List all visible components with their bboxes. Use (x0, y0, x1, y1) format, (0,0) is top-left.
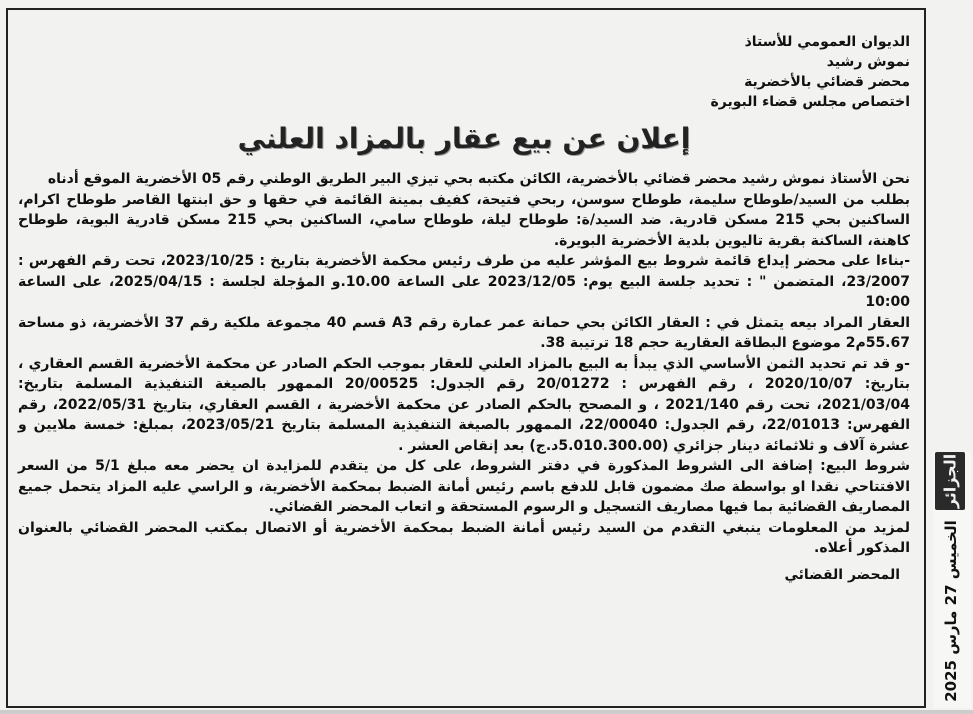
header-name: نموش رشيد (826, 54, 910, 70)
paragraph-conditions: شروط البيع: إضافة الى الشروط المذكورة في دفتر الشروط، على كل من يتقدم للمزايدة ان يحضر معه مبلغ 5/1 من السعر الافتتاحي نقدا او بواسطة صك مضمون قابل للدفع باسم رئيس أمانة الضبط بمحكمة الأخضرية، و الراسي عليه المزاد يتحمل جميع المصاريف القضائية بما فيها مصاريف التسجيل و الرسوم المستحقة و اتعاب المحضر القضائي. (18, 458, 910, 515)
paragraph-parties: بطلب من السيد/طوطاح سليمة، طوطاح سوسن، ربحي فتيحة، كفيف بمينة القائمة في حقها و حق ابنتها القاصر طوطاح اكرام، الساكنين بحي 215 مسكن قادرية. ضد السيد/ة: طوطاح ليلة، طوطاح سامي، الساكنين بحي 215 مسكن قادرية البوية، طوطاح كاهنة، الساكنة بقرية تاليوين بلدية الأخضرية البويرة. (18, 191, 910, 249)
notice-title: إعلان عن بيع عقار بالمزاد العلني (237, 122, 691, 155)
publication-date-text: الخميس 27 مارس 2025 (942, 520, 960, 702)
newspaper-logo-text: الجزائر (940, 453, 960, 509)
bottom-divider (0, 710, 973, 714)
signature: المحضر القضائي (784, 566, 900, 583)
paragraph-property: العقار المراد بيعه يتمثل في : العقار الكائن بحي حمانة عمر عمارة رقم A3 قسم 40 مجموعة ملكية رقم 37 الأخضرية، ذو مساحة 55.67م2 موضوع البطاقة العقارية حجم 18 ترتيبة 38. (18, 314, 911, 351)
legal-notice (6, 8, 926, 708)
publication-date (934, 516, 968, 706)
header-jurisdiction: اختصاص مجلس قضاء البويرة (710, 94, 910, 110)
header-office: الديوان العمومي للأستاذ (744, 34, 910, 50)
paragraph-sale-basis: -بناءا على محضر إيداع قائمة شروط بيع المؤشر عليه من طرف رئيس محكمة الأخضرية بتاريخ : 2023/10/25، تحت رقم الفهرس : 23/2007، المتضمن " : تحديد جلسة البيع يوم: 2023/12/05 على الساعة 10.00.و المؤجلة لجلسة : 2025/04/15، على الساعة 10:00 (18, 253, 910, 310)
notice-header (18, 32, 910, 112)
paragraph-price: -و قد تم تحديد الثمن الأساسي الذي يبدأ به البيع بالمزاد العلني للعقار بموجب الحكم الصادر عن محكمة الأخضرية القسم العقاري ، بتاريخ: 2020/10/07 ، رقم الفهرس : 20/01272 رقم الجدول: 20/00525 الممهور بالصيغة التنفيذية المسلمة بتاريخ: 2021/03/04، تحت رقم 2021/140 ، و المصحح بالحكم الصادر عن محكمة الأخضرية ، القسم العقاري، بتاريخ 2022/05/31، رقم الفهرس: 22/01013، رقم الجدول: 22/00040، الممهور بالصيغة التنفيذية المسلمة بتاريخ 2023/05/21، بمبلغ: خمسة ملايين و عشرة آلاف و ثلاثمائة دينار جزائري (5.010.300.00د.ج) بعد إنقاص العشر . (18, 355, 910, 454)
paragraph-intro: نحن الأستاذ نموش رشيد محضر قضائي بالأخضرية، الكائن مكتبه بحي تيزي البير الطريق الوطني رقم 05 الأخضرية الموقع أدناه (47, 171, 910, 187)
paragraph-contact: لمزيد من المعلومات ينبغي التقدم من السيد رئيس أمانة الضبط بمحكمة الأخضرية أو الاتصال بمكتب المحضر القضائي بالعنوان المذكور أعلاه. (18, 519, 910, 556)
newspaper-logo (935, 452, 965, 510)
header-role: محضر قضائي بالأخضرية (744, 74, 910, 90)
newspaper-sidebar (933, 452, 971, 708)
